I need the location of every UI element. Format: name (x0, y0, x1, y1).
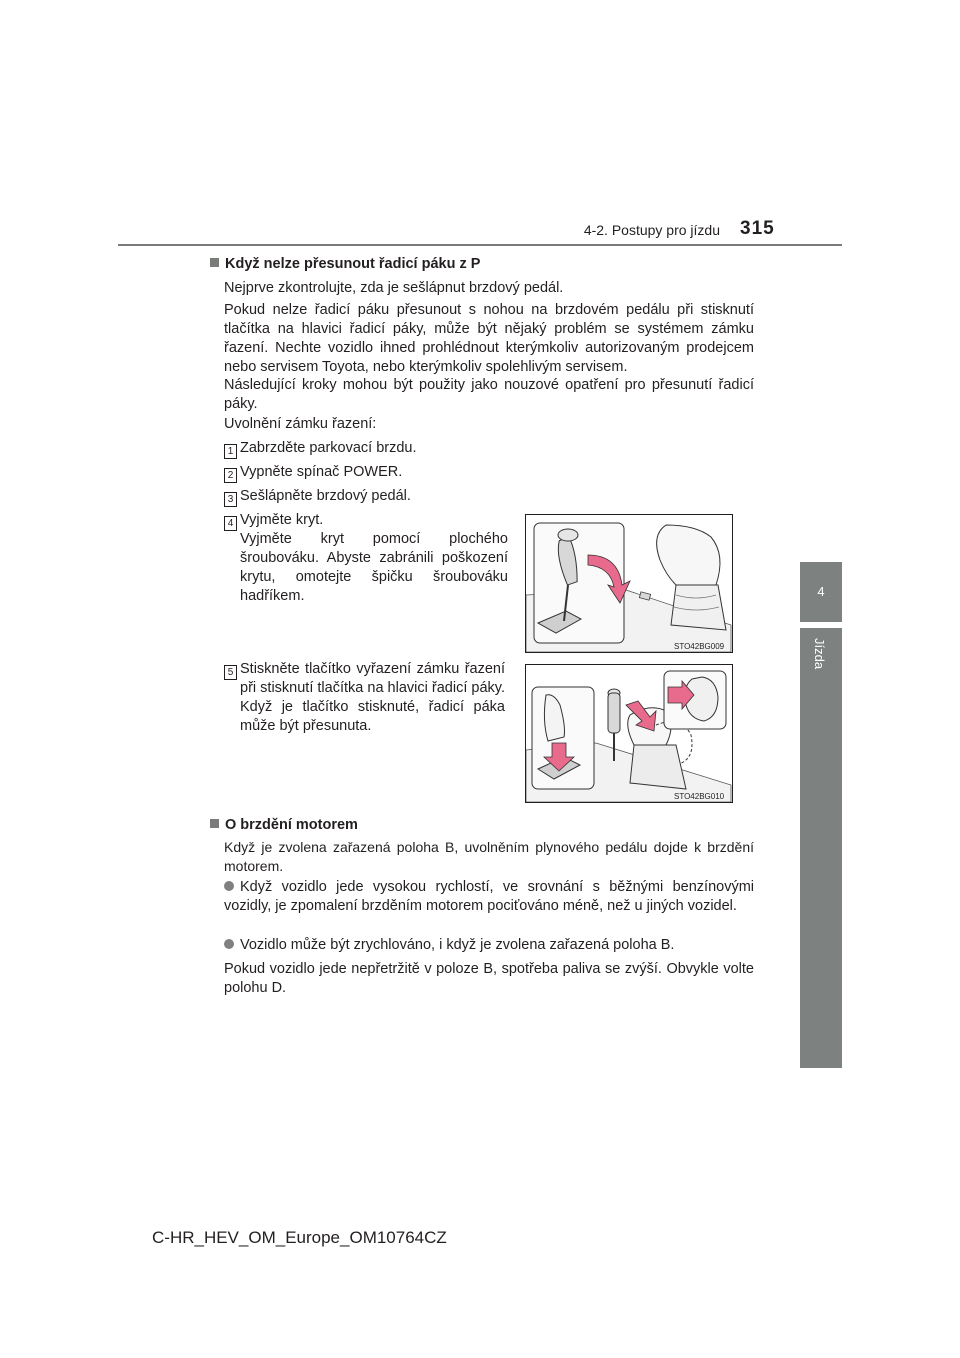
section-heading-text: O brzdění motorem (225, 817, 358, 833)
step-number-box: 2 (224, 468, 237, 483)
chapter-number: 4 (817, 584, 825, 599)
section-heading-shift-lock (210, 256, 480, 272)
step-1 (224, 441, 237, 459)
section-heading-text: Když nelze přesunout řadicí páku z P (225, 256, 481, 272)
bullet-text: Když vozidlo jede vysokou rychlostí, ve srovnání s běžnými benzínovými vozidly, je zpomalení brzděním motorem pociťováno méně, než u jiných vozidel. (224, 879, 754, 914)
step-number-box: 4 (224, 516, 237, 531)
step-3 (224, 489, 237, 507)
paragraph: Když je zvolena zařazená poloha B, uvolněním plynového pedálu dojde k brzdění motorem. (224, 839, 754, 874)
bullet-item (224, 878, 754, 916)
step-text: Vypněte spínač POWER. (240, 464, 403, 480)
paragraph: Následující kroky mohou být použity jako nouzové opatření pro přesunutí řadicí páky. (224, 377, 754, 412)
step-detail: Vyjměte kryt pomocí plochého šroubováku. Abyste zabránili poškození krytu, omotejte špičku šroubováku hadříkem. (240, 531, 508, 604)
illustration-shift-lock-release (526, 665, 732, 802)
chapter-label: Jízda (812, 638, 827, 670)
bullet-item (224, 936, 754, 955)
step-2 (224, 465, 237, 483)
illustration-screwdriver-cover (526, 515, 732, 652)
page-number: 315 (740, 218, 775, 239)
header-divider (118, 244, 842, 246)
step-text: Stiskněte tlačítko vyřazení zámku řazení při stisknutí tlačítka na hlavici řadicí páky. Když je tlačítko stisknuté, řadicí páka může být přesunuta. (240, 661, 505, 734)
figure-code: STO42BG009 (674, 642, 725, 651)
chapter-tab-number (800, 562, 842, 622)
figure-release-button (525, 664, 733, 803)
paragraph: Nejprve zkontrolujte, zda je sešlápnut brzdový pedál. (224, 280, 564, 296)
step-number-box: 1 (224, 444, 237, 459)
section-heading-engine-braking (210, 817, 358, 833)
heading-square-icon (210, 258, 219, 267)
step-5 (224, 662, 237, 680)
chapter-tab-label (800, 628, 842, 1068)
bullet-icon (224, 939, 234, 949)
paragraph: Pokud vozidlo jede nepřetržitě v poloze B, spotřeba paliva se zvýší. Obvykle volte polohu D. (224, 961, 754, 996)
step-number-box: 3 (224, 492, 237, 507)
step-number-box: 5 (224, 665, 237, 680)
heading-square-icon (210, 819, 219, 828)
section-title: 4-2. Postupy pro jízdu (583, 222, 720, 238)
figure-code: STO42BG010 (674, 792, 725, 801)
paragraph: Uvolnění zámku řazení: (224, 416, 377, 432)
bullet-icon (224, 881, 234, 891)
step-text: Zabrzděte parkovací brzdu. (240, 440, 417, 456)
step-text: Sešlápněte brzdový pedál. (240, 488, 411, 504)
document-id: C-HR_HEV_OM_Europe_OM10764CZ (152, 1228, 447, 1247)
step-text: Vyjměte kryt. (240, 512, 324, 528)
bullet-text: Vozidlo může být zrychlováno, i když je zvolena zařazená poloha B. (240, 937, 675, 953)
paragraph: Pokud nelze řadicí páku přesunout s nohou na brzdovém pedálu při stisknutí tlačítka na hlavici řadicí páky, může být nějaký problém se systémem zámku řazení. Nechte vozidlo ihned prohlédnout kterýmkoliv autorizovaným prodejcem nebo servisem Toyota, nebo kterýmkoliv spolehlivým servisem. (224, 302, 754, 375)
step-4 (224, 513, 237, 531)
figure-remove-cover (525, 514, 733, 653)
